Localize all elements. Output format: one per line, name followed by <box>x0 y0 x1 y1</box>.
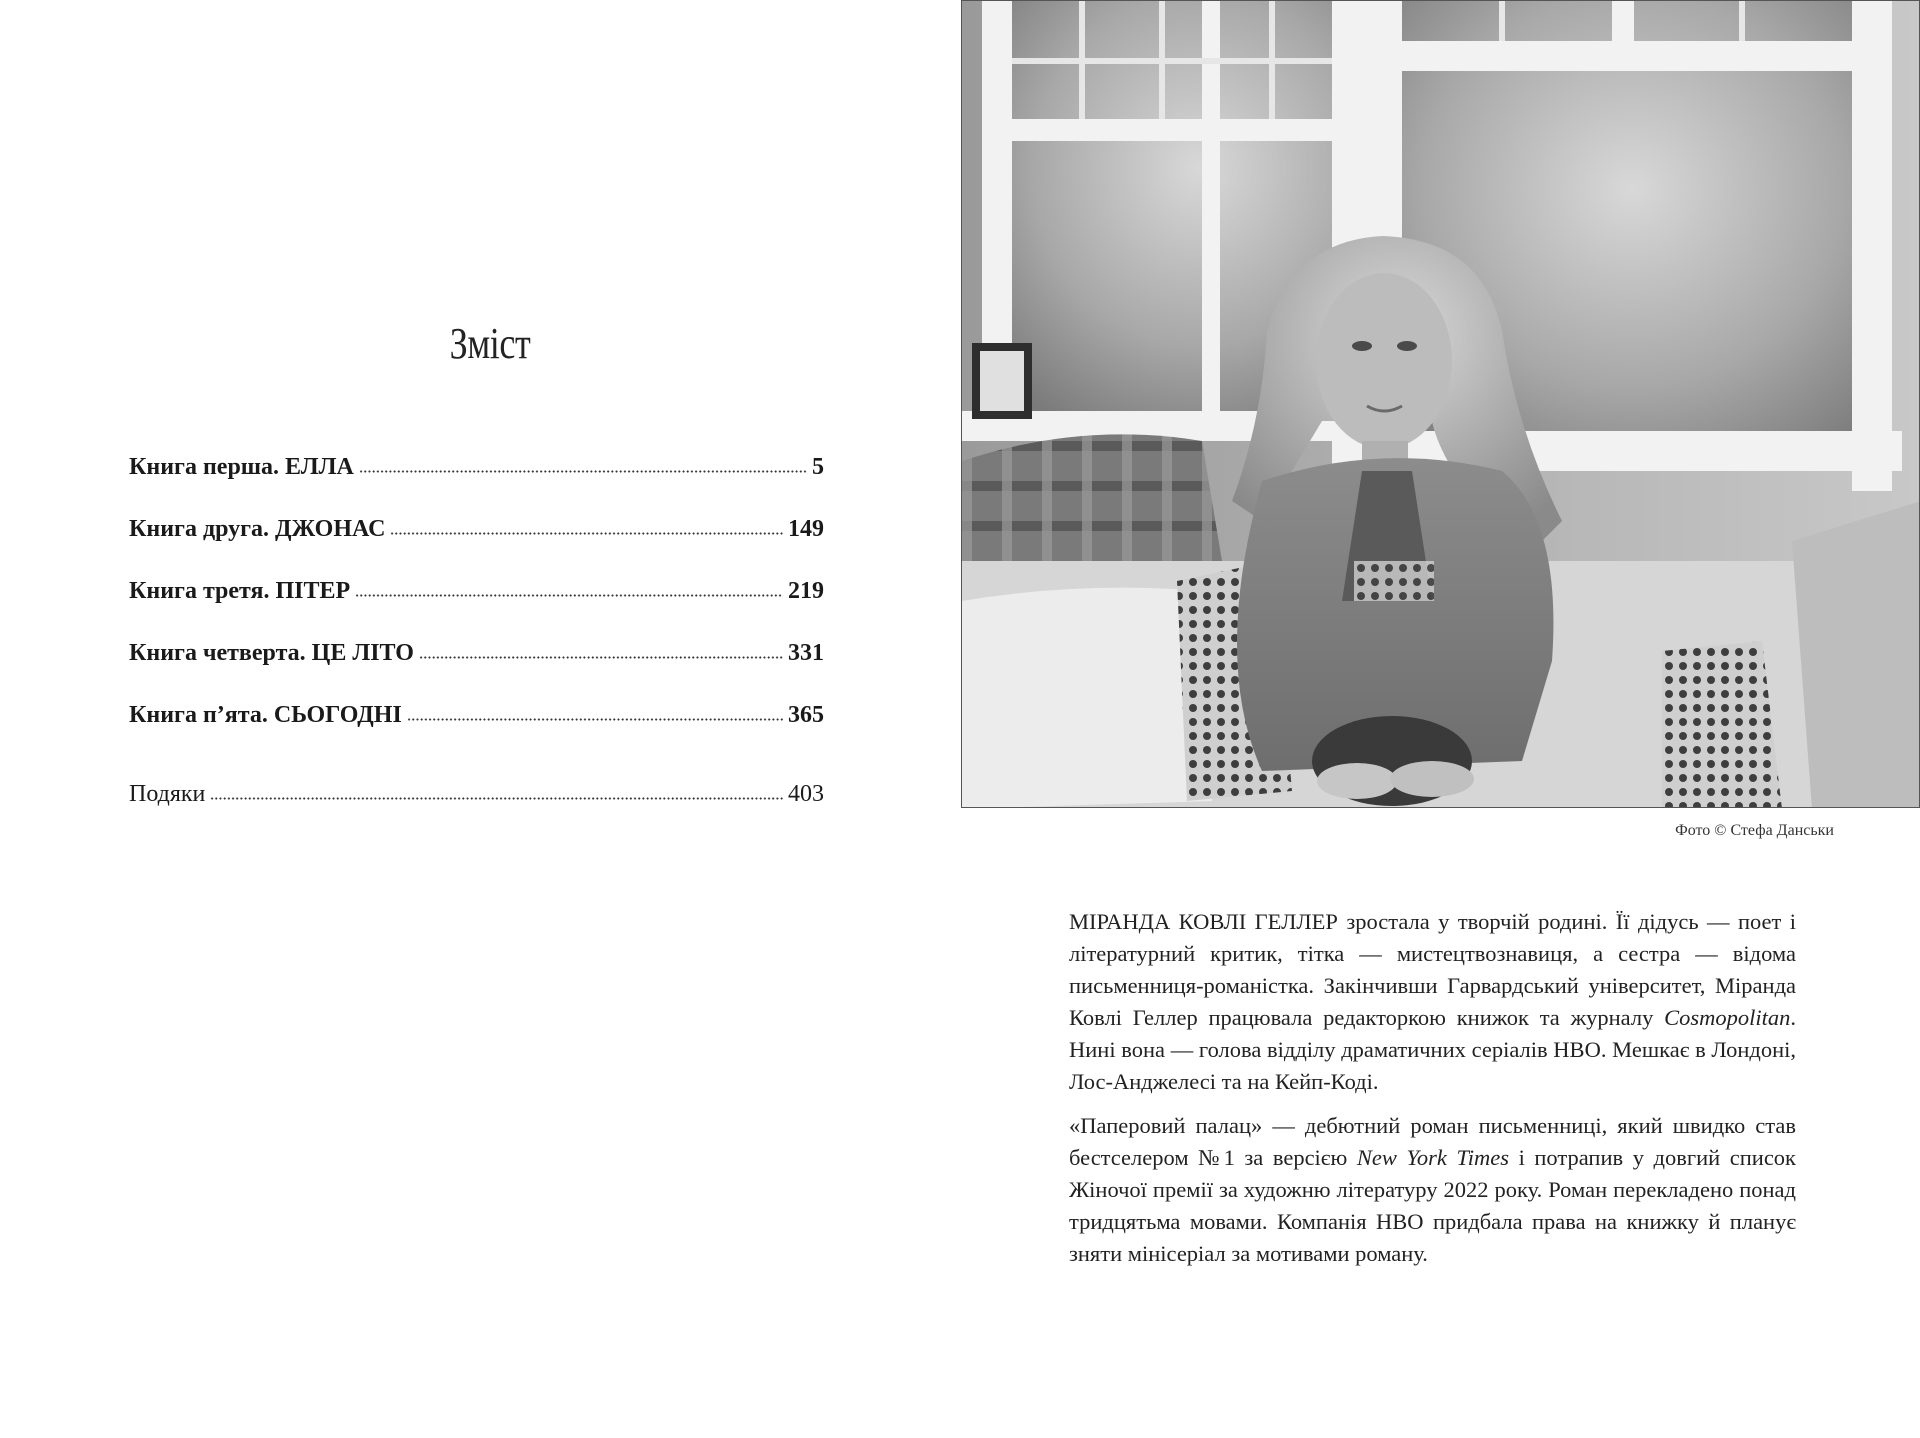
toc-page-number: 331 <box>788 640 824 666</box>
dot-leader <box>355 593 783 598</box>
toc-page-number: 403 <box>788 781 824 807</box>
toc-entry-label: Книга друга. ДЖОНАС <box>129 516 386 542</box>
toc-entry[interactable] <box>129 638 824 700</box>
table-of-contents <box>129 452 824 841</box>
toc-entry-label: Книга п’ята. СЬОГОДНІ <box>129 702 402 728</box>
dot-leader <box>359 469 807 474</box>
toc-entry-label: Книга четверта. ЦЕ ЛІТО <box>129 640 414 666</box>
toc-page-number: 149 <box>788 516 824 542</box>
toc-page-number: 365 <box>788 702 824 728</box>
toc-entry[interactable] <box>129 576 824 638</box>
author-bio-paragraph <box>1069 906 1796 1098</box>
bio-text: і потрапив у довгий список Жіночої премії за художню літературу 2022 року. Роман перекладено понад тридцятьма мовами. Компанія HBO придбала права на книжку й планує зняти мінісеріал за мотивами роману. <box>1069 1145 1796 1266</box>
toc-page-number: 219 <box>788 578 824 604</box>
newspaper-title: New York Times <box>1356 1145 1509 1170</box>
dot-leader <box>210 796 783 801</box>
book-description-paragraph <box>1069 1110 1796 1270</box>
toc-entry[interactable] <box>129 779 824 841</box>
page-title: Зміст <box>449 319 531 368</box>
bio-text: . Нині вона — голова відділу драматичних серіалів HBO. Мешкає в Лондоні, Лос-Анджелесі та на Кейп-Коді. <box>1069 1005 1797 1094</box>
toc-entry-label: Книга перша. ЕЛЛА <box>129 454 354 480</box>
dot-leader <box>407 717 783 722</box>
bio-text: «Паперовий палац» — дебютний роман письменниці, який швидко став бестселером №1 за версією <box>1069 1113 1796 1170</box>
toc-page-number: 5 <box>812 454 824 480</box>
bio-text: МІРАНДА КОВЛІ ГЕЛЛЕР зростала у творчій родині. Її дідусь — поет і літературний критик, тітка — мистецтвознавиця, а сестра — відома письменниця-романістка. Закінчивши Гарвардський університет, Міранда Ковлі Геллер працювала редакторкою книжок та журналу <box>1069 909 1796 1030</box>
dot-leader <box>390 531 783 536</box>
toc-entry-label: Подяки <box>129 781 206 807</box>
toc-entry[interactable] <box>129 452 824 514</box>
toc-entry[interactable] <box>129 700 824 762</box>
toc-entry-label: Книга третя. ПІТЕР <box>129 578 351 604</box>
dot-leader <box>419 655 783 660</box>
toc-entry[interactable] <box>129 514 824 576</box>
photo-credit: Фото © Стефа Данськи <box>1675 822 1834 839</box>
author-photo <box>961 0 1920 808</box>
magazine-title: Cosmopolitan <box>1664 1005 1791 1030</box>
